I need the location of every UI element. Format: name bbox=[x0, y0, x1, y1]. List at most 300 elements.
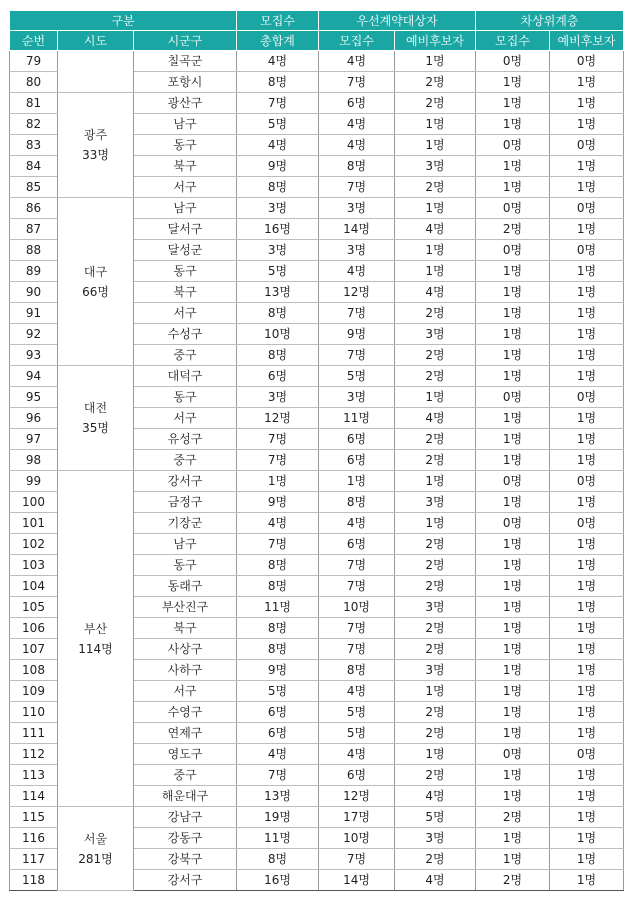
cell-near-poverty-reserve: 0명 bbox=[550, 198, 624, 219]
cell-priority-reserve: 1명 bbox=[395, 471, 476, 492]
cell-total: 11명 bbox=[237, 597, 319, 618]
cell-near-poverty-reserve: 1명 bbox=[550, 870, 624, 891]
cell-total: 1명 bbox=[237, 471, 319, 492]
cell-near-poverty-recruit: 0명 bbox=[476, 198, 550, 219]
cell-near-poverty-reserve: 1명 bbox=[550, 828, 624, 849]
cell-near-poverty-reserve: 1명 bbox=[550, 429, 624, 450]
cell-priority-reserve: 3명 bbox=[395, 828, 476, 849]
cell-near-poverty-reserve: 1명 bbox=[550, 765, 624, 786]
cell-sigungu: 광산구 bbox=[134, 93, 237, 114]
cell-near-poverty-recruit: 0명 bbox=[476, 744, 550, 765]
cell-priority-reserve: 3명 bbox=[395, 492, 476, 513]
cell-priority-recruit: 17명 bbox=[319, 807, 395, 828]
recruitment-table-container bbox=[9, 10, 623, 891]
cell-near-poverty-reserve: 1명 bbox=[550, 618, 624, 639]
cell-no: 88 bbox=[10, 240, 58, 261]
cell-near-poverty-recruit: 1명 bbox=[476, 303, 550, 324]
cell-no: 108 bbox=[10, 660, 58, 681]
cell-sigungu: 부산진구 bbox=[134, 597, 237, 618]
cell-priority-recruit: 4명 bbox=[319, 135, 395, 156]
cell-near-poverty-recruit: 1명 bbox=[476, 534, 550, 555]
cell-near-poverty-reserve: 1명 bbox=[550, 639, 624, 660]
cell-total: 13명 bbox=[237, 786, 319, 807]
sido-count: 66명 bbox=[82, 284, 109, 299]
cell-near-poverty-reserve: 1명 bbox=[550, 849, 624, 870]
cell-priority-reserve: 2명 bbox=[395, 345, 476, 366]
cell-priority-reserve: 3명 bbox=[395, 597, 476, 618]
cell-priority-recruit: 14명 bbox=[319, 870, 395, 891]
cell-total: 13명 bbox=[237, 282, 319, 303]
cell-near-poverty-reserve: 0명 bbox=[550, 51, 624, 72]
cell-no: 83 bbox=[10, 135, 58, 156]
cell-near-poverty-reserve: 1명 bbox=[550, 345, 624, 366]
cell-priority-recruit: 7명 bbox=[319, 618, 395, 639]
cell-total: 8명 bbox=[237, 849, 319, 870]
cell-priority-recruit: 1명 bbox=[319, 471, 395, 492]
header-near-poverty: 차상위계층 bbox=[476, 11, 624, 31]
cell-near-poverty-reserve: 1명 bbox=[550, 450, 624, 471]
sido-name: 대전 bbox=[83, 401, 108, 415]
cell-near-poverty-recruit: 1명 bbox=[476, 450, 550, 471]
cell-sigungu: 유성구 bbox=[134, 429, 237, 450]
cell-total: 9명 bbox=[237, 660, 319, 681]
cell-sigungu: 중구 bbox=[134, 345, 237, 366]
cell-priority-recruit: 4명 bbox=[319, 681, 395, 702]
cell-near-poverty-recruit: 0명 bbox=[476, 135, 550, 156]
cell-near-poverty-reserve: 1명 bbox=[550, 702, 624, 723]
cell-no: 115 bbox=[10, 807, 58, 828]
cell-priority-recruit: 11명 bbox=[319, 408, 395, 429]
cell-near-poverty-recruit: 0명 bbox=[476, 240, 550, 261]
cell-priority-reserve: 2명 bbox=[395, 618, 476, 639]
cell-total: 4명 bbox=[237, 513, 319, 534]
cell-priority-recruit: 7명 bbox=[319, 72, 395, 93]
cell-sigungu: 남구 bbox=[134, 114, 237, 135]
cell-priority-reserve: 3명 bbox=[395, 156, 476, 177]
cell-sigungu: 수영구 bbox=[134, 702, 237, 723]
header-priority-reserve: 예비후보자 bbox=[395, 31, 476, 51]
cell-no: 117 bbox=[10, 849, 58, 870]
cell-near-poverty-reserve: 1명 bbox=[550, 261, 624, 282]
cell-no: 113 bbox=[10, 765, 58, 786]
cell-sigungu: 강서구 bbox=[134, 870, 237, 891]
cell-no: 80 bbox=[10, 72, 58, 93]
cell-total: 3명 bbox=[237, 387, 319, 408]
cell-total: 16명 bbox=[237, 219, 319, 240]
cell-priority-recruit: 4명 bbox=[319, 51, 395, 72]
header-row-top bbox=[10, 11, 624, 31]
cell-near-poverty-recruit: 1명 bbox=[476, 156, 550, 177]
cell-total: 9명 bbox=[237, 156, 319, 177]
cell-near-poverty-recruit: 1명 bbox=[476, 492, 550, 513]
cell-sigungu: 기장군 bbox=[134, 513, 237, 534]
cell-near-poverty-reserve: 1명 bbox=[550, 324, 624, 345]
header-recruit: 모집수 bbox=[237, 11, 319, 31]
cell-priority-recruit: 5명 bbox=[319, 366, 395, 387]
cell-total: 8명 bbox=[237, 618, 319, 639]
cell-sigungu: 달서구 bbox=[134, 219, 237, 240]
cell-priority-reserve: 2명 bbox=[395, 93, 476, 114]
cell-near-poverty-recruit: 1명 bbox=[476, 618, 550, 639]
cell-no: 114 bbox=[10, 786, 58, 807]
cell-total: 8명 bbox=[237, 177, 319, 198]
cell-near-poverty-recruit: 1명 bbox=[476, 681, 550, 702]
header-near-poverty-reserve: 예비후보자 bbox=[550, 31, 624, 51]
cell-priority-reserve: 2명 bbox=[395, 429, 476, 450]
cell-priority-reserve: 2명 bbox=[395, 555, 476, 576]
cell-sigungu: 사상구 bbox=[134, 639, 237, 660]
cell-no: 87 bbox=[10, 219, 58, 240]
cell-total: 10명 bbox=[237, 324, 319, 345]
cell-near-poverty-reserve: 1명 bbox=[550, 93, 624, 114]
table-row bbox=[10, 51, 624, 72]
cell-near-poverty-recruit: 1명 bbox=[476, 639, 550, 660]
cell-sigungu: 북구 bbox=[134, 156, 237, 177]
recruitment-table bbox=[9, 10, 624, 891]
cell-priority-reserve: 1명 bbox=[395, 51, 476, 72]
cell-total: 6명 bbox=[237, 723, 319, 744]
cell-priority-reserve: 2명 bbox=[395, 702, 476, 723]
cell-total: 4명 bbox=[237, 744, 319, 765]
cell-sigungu: 중구 bbox=[134, 765, 237, 786]
cell-near-poverty-recruit: 1명 bbox=[476, 93, 550, 114]
cell-sigungu: 강동구 bbox=[134, 828, 237, 849]
cell-sigungu: 강북구 bbox=[134, 849, 237, 870]
cell-sigungu: 동래구 bbox=[134, 576, 237, 597]
cell-near-poverty-reserve: 0명 bbox=[550, 135, 624, 156]
header-sigungu: 시군구 bbox=[134, 31, 237, 51]
cell-priority-recruit: 7명 bbox=[319, 303, 395, 324]
cell-near-poverty-recruit: 1명 bbox=[476, 849, 550, 870]
cell-no: 81 bbox=[10, 93, 58, 114]
table-row bbox=[10, 471, 624, 492]
cell-priority-recruit: 5명 bbox=[319, 702, 395, 723]
cell-near-poverty-recruit: 0명 bbox=[476, 471, 550, 492]
cell-total: 12명 bbox=[237, 408, 319, 429]
cell-priority-recruit: 10명 bbox=[319, 828, 395, 849]
cell-no: 116 bbox=[10, 828, 58, 849]
cell-no: 97 bbox=[10, 429, 58, 450]
cell-no: 111 bbox=[10, 723, 58, 744]
cell-no: 110 bbox=[10, 702, 58, 723]
cell-no: 103 bbox=[10, 555, 58, 576]
cell-priority-recruit: 3명 bbox=[319, 198, 395, 219]
cell-total: 7명 bbox=[237, 429, 319, 450]
cell-total: 8명 bbox=[237, 639, 319, 660]
cell-near-poverty-reserve: 1명 bbox=[550, 492, 624, 513]
cell-priority-reserve: 3명 bbox=[395, 324, 476, 345]
cell-sido bbox=[58, 93, 134, 198]
cell-priority-recruit: 6명 bbox=[319, 534, 395, 555]
cell-no: 98 bbox=[10, 450, 58, 471]
cell-near-poverty-reserve: 1명 bbox=[550, 282, 624, 303]
cell-no: 94 bbox=[10, 366, 58, 387]
cell-priority-recruit: 4명 bbox=[319, 114, 395, 135]
sido-count: 114명 bbox=[78, 641, 113, 656]
cell-priority-recruit: 12명 bbox=[319, 282, 395, 303]
cell-priority-reserve: 2명 bbox=[395, 534, 476, 555]
cell-sigungu: 서구 bbox=[134, 177, 237, 198]
cell-priority-reserve: 2명 bbox=[395, 177, 476, 198]
cell-priority-recruit: 4명 bbox=[319, 744, 395, 765]
cell-near-poverty-recruit: 1명 bbox=[476, 576, 550, 597]
cell-sido bbox=[58, 366, 134, 471]
cell-no: 90 bbox=[10, 282, 58, 303]
cell-priority-reserve: 1명 bbox=[395, 114, 476, 135]
cell-priority-reserve: 1명 bbox=[395, 135, 476, 156]
header-near-poverty-recruit: 모집수 bbox=[476, 31, 550, 51]
cell-total: 8명 bbox=[237, 576, 319, 597]
cell-total: 5명 bbox=[237, 261, 319, 282]
table-header bbox=[10, 11, 624, 51]
cell-priority-recruit: 8명 bbox=[319, 156, 395, 177]
cell-near-poverty-recruit: 1명 bbox=[476, 702, 550, 723]
cell-no: 79 bbox=[10, 51, 58, 72]
cell-total: 5명 bbox=[237, 681, 319, 702]
cell-sigungu: 연제구 bbox=[134, 723, 237, 744]
cell-near-poverty-reserve: 1명 bbox=[550, 72, 624, 93]
sido-name: 대구 bbox=[83, 264, 108, 279]
cell-near-poverty-reserve: 1명 bbox=[550, 807, 624, 828]
cell-total: 7명 bbox=[237, 93, 319, 114]
cell-total: 16명 bbox=[237, 870, 319, 891]
cell-no: 84 bbox=[10, 156, 58, 177]
cell-no: 85 bbox=[10, 177, 58, 198]
cell-total: 3명 bbox=[237, 240, 319, 261]
cell-total: 7명 bbox=[237, 534, 319, 555]
cell-total: 8명 bbox=[237, 345, 319, 366]
cell-sigungu: 포항시 bbox=[134, 72, 237, 93]
cell-near-poverty-recruit: 1명 bbox=[476, 366, 550, 387]
cell-near-poverty-reserve: 0명 bbox=[550, 387, 624, 408]
cell-priority-recruit: 7명 bbox=[319, 639, 395, 660]
cell-near-poverty-recruit: 1명 bbox=[476, 177, 550, 198]
cell-no: 112 bbox=[10, 744, 58, 765]
cell-sigungu: 수성구 bbox=[134, 324, 237, 345]
cell-near-poverty-reserve: 0명 bbox=[550, 513, 624, 534]
cell-near-poverty-reserve: 1명 bbox=[550, 534, 624, 555]
cell-sido bbox=[58, 471, 134, 807]
cell-priority-reserve: 1명 bbox=[395, 261, 476, 282]
cell-total: 11명 bbox=[237, 828, 319, 849]
cell-near-poverty-reserve: 1명 bbox=[550, 681, 624, 702]
cell-near-poverty-reserve: 0명 bbox=[550, 240, 624, 261]
cell-near-poverty-recruit: 1명 bbox=[476, 429, 550, 450]
cell-sigungu: 서구 bbox=[134, 408, 237, 429]
cell-sigungu: 중구 bbox=[134, 450, 237, 471]
cell-near-poverty-reserve: 1명 bbox=[550, 177, 624, 198]
cell-no: 100 bbox=[10, 492, 58, 513]
cell-sigungu: 대덕구 bbox=[134, 366, 237, 387]
table-row bbox=[10, 807, 624, 828]
cell-sigungu: 남구 bbox=[134, 534, 237, 555]
header-no: 순번 bbox=[10, 31, 58, 51]
header-total: 총합계 bbox=[237, 31, 319, 51]
cell-priority-recruit: 6명 bbox=[319, 429, 395, 450]
cell-no: 118 bbox=[10, 870, 58, 891]
cell-sigungu: 금정구 bbox=[134, 492, 237, 513]
cell-priority-reserve: 1명 bbox=[395, 513, 476, 534]
cell-priority-recruit: 5명 bbox=[319, 723, 395, 744]
header-row-sub bbox=[10, 31, 624, 51]
cell-total: 4명 bbox=[237, 135, 319, 156]
cell-near-poverty-reserve: 1명 bbox=[550, 156, 624, 177]
cell-priority-recruit: 8명 bbox=[319, 492, 395, 513]
cell-near-poverty-recruit: 1명 bbox=[476, 660, 550, 681]
cell-priority-recruit: 7명 bbox=[319, 576, 395, 597]
cell-no: 107 bbox=[10, 639, 58, 660]
cell-sigungu: 강남구 bbox=[134, 807, 237, 828]
cell-total: 9명 bbox=[237, 492, 319, 513]
cell-no: 92 bbox=[10, 324, 58, 345]
cell-total: 19명 bbox=[237, 807, 319, 828]
cell-near-poverty-reserve: 1명 bbox=[550, 555, 624, 576]
sido-name: 서울 bbox=[83, 831, 108, 846]
cell-priority-recruit: 6명 bbox=[319, 93, 395, 114]
cell-no: 109 bbox=[10, 681, 58, 702]
cell-near-poverty-recruit: 1명 bbox=[476, 324, 550, 345]
cell-priority-recruit: 8명 bbox=[319, 660, 395, 681]
cell-priority-recruit: 6명 bbox=[319, 450, 395, 471]
cell-near-poverty-recruit: 1명 bbox=[476, 261, 550, 282]
sido-name: 광주 bbox=[83, 128, 108, 142]
cell-total: 4명 bbox=[237, 51, 319, 72]
cell-sigungu: 서구 bbox=[134, 681, 237, 702]
cell-near-poverty-reserve: 1명 bbox=[550, 303, 624, 324]
cell-total: 3명 bbox=[237, 198, 319, 219]
cell-priority-reserve: 1명 bbox=[395, 681, 476, 702]
cell-priority-reserve: 5명 bbox=[395, 807, 476, 828]
cell-sido bbox=[58, 51, 134, 93]
cell-sigungu: 동구 bbox=[134, 387, 237, 408]
cell-near-poverty-reserve: 0명 bbox=[550, 744, 624, 765]
cell-near-poverty-recruit: 2명 bbox=[476, 807, 550, 828]
cell-near-poverty-reserve: 1명 bbox=[550, 114, 624, 135]
cell-near-poverty-recruit: 2명 bbox=[476, 870, 550, 891]
cell-sigungu: 서구 bbox=[134, 303, 237, 324]
cell-priority-reserve: 2명 bbox=[395, 303, 476, 324]
cell-priority-reserve: 2명 bbox=[395, 450, 476, 471]
cell-near-poverty-reserve: 1명 bbox=[550, 219, 624, 240]
cell-priority-recruit: 14명 bbox=[319, 219, 395, 240]
table-row bbox=[10, 93, 624, 114]
cell-no: 102 bbox=[10, 534, 58, 555]
header-priority-recruit: 모집수 bbox=[319, 31, 395, 51]
cell-no: 106 bbox=[10, 618, 58, 639]
sido-count: 35명 bbox=[82, 421, 109, 435]
cell-priority-recruit: 7명 bbox=[319, 555, 395, 576]
cell-no: 89 bbox=[10, 261, 58, 282]
cell-priority-reserve: 2명 bbox=[395, 849, 476, 870]
cell-priority-recruit: 7명 bbox=[319, 849, 395, 870]
cell-near-poverty-reserve: 1명 bbox=[550, 660, 624, 681]
cell-priority-recruit: 7명 bbox=[319, 345, 395, 366]
cell-total: 8명 bbox=[237, 303, 319, 324]
cell-priority-recruit: 12명 bbox=[319, 786, 395, 807]
cell-near-poverty-reserve: 1명 bbox=[550, 723, 624, 744]
cell-priority-reserve: 3명 bbox=[395, 660, 476, 681]
cell-total: 8명 bbox=[237, 555, 319, 576]
cell-sigungu: 강서구 bbox=[134, 471, 237, 492]
cell-near-poverty-recruit: 0명 bbox=[476, 51, 550, 72]
cell-sigungu: 영도구 bbox=[134, 744, 237, 765]
cell-near-poverty-recruit: 1명 bbox=[476, 723, 550, 744]
cell-near-poverty-recruit: 1명 bbox=[476, 765, 550, 786]
cell-priority-recruit: 3명 bbox=[319, 387, 395, 408]
header-priority-contract: 우선계약대상자 bbox=[319, 11, 476, 31]
table-body bbox=[10, 51, 624, 891]
cell-priority-reserve: 2명 bbox=[395, 639, 476, 660]
cell-near-poverty-recruit: 1명 bbox=[476, 408, 550, 429]
cell-sigungu: 북구 bbox=[134, 618, 237, 639]
cell-priority-recruit: 4명 bbox=[319, 513, 395, 534]
cell-sigungu: 사하구 bbox=[134, 660, 237, 681]
cell-sido bbox=[58, 198, 134, 366]
cell-near-poverty-reserve: 1명 bbox=[550, 366, 624, 387]
cell-total: 7명 bbox=[237, 450, 319, 471]
cell-sigungu: 동구 bbox=[134, 135, 237, 156]
header-category: 구분 bbox=[10, 11, 237, 31]
cell-sigungu: 동구 bbox=[134, 261, 237, 282]
cell-no: 104 bbox=[10, 576, 58, 597]
cell-priority-reserve: 4명 bbox=[395, 408, 476, 429]
sido-count: 33명 bbox=[82, 148, 109, 162]
cell-priority-recruit: 7명 bbox=[319, 177, 395, 198]
cell-priority-reserve: 1명 bbox=[395, 240, 476, 261]
cell-sigungu: 북구 bbox=[134, 282, 237, 303]
cell-no: 86 bbox=[10, 198, 58, 219]
cell-near-poverty-recruit: 2명 bbox=[476, 219, 550, 240]
cell-priority-reserve: 4명 bbox=[395, 282, 476, 303]
cell-total: 6명 bbox=[237, 702, 319, 723]
cell-near-poverty-recruit: 1명 bbox=[476, 786, 550, 807]
cell-near-poverty-recruit: 1명 bbox=[476, 345, 550, 366]
cell-priority-recruit: 3명 bbox=[319, 240, 395, 261]
cell-near-poverty-recruit: 1명 bbox=[476, 114, 550, 135]
cell-total: 5명 bbox=[237, 114, 319, 135]
cell-near-poverty-reserve: 1명 bbox=[550, 597, 624, 618]
sido-count: 281명 bbox=[78, 851, 113, 866]
cell-priority-reserve: 1명 bbox=[395, 387, 476, 408]
cell-sigungu: 해운대구 bbox=[134, 786, 237, 807]
cell-priority-reserve: 2명 bbox=[395, 576, 476, 597]
cell-sigungu: 달성군 bbox=[134, 240, 237, 261]
cell-priority-recruit: 9명 bbox=[319, 324, 395, 345]
header-sido: 시도 bbox=[58, 31, 134, 51]
cell-near-poverty-reserve: 1명 bbox=[550, 786, 624, 807]
table-row bbox=[10, 198, 624, 219]
cell-sido bbox=[58, 807, 134, 891]
sido-name: 부산 bbox=[83, 621, 108, 636]
cell-priority-reserve: 1명 bbox=[395, 744, 476, 765]
cell-total: 7명 bbox=[237, 765, 319, 786]
cell-priority-reserve: 2명 bbox=[395, 72, 476, 93]
cell-priority-reserve: 2명 bbox=[395, 723, 476, 744]
cell-priority-reserve: 4명 bbox=[395, 786, 476, 807]
cell-total: 6명 bbox=[237, 366, 319, 387]
cell-priority-recruit: 6명 bbox=[319, 765, 395, 786]
cell-priority-recruit: 10명 bbox=[319, 597, 395, 618]
cell-near-poverty-recruit: 0명 bbox=[476, 513, 550, 534]
cell-priority-reserve: 2명 bbox=[395, 366, 476, 387]
cell-near-poverty-recruit: 0명 bbox=[476, 387, 550, 408]
cell-no: 101 bbox=[10, 513, 58, 534]
cell-near-poverty-reserve: 1명 bbox=[550, 408, 624, 429]
cell-near-poverty-reserve: 1명 bbox=[550, 576, 624, 597]
cell-sigungu: 남구 bbox=[134, 198, 237, 219]
cell-priority-reserve: 4명 bbox=[395, 219, 476, 240]
cell-near-poverty-recruit: 1명 bbox=[476, 828, 550, 849]
